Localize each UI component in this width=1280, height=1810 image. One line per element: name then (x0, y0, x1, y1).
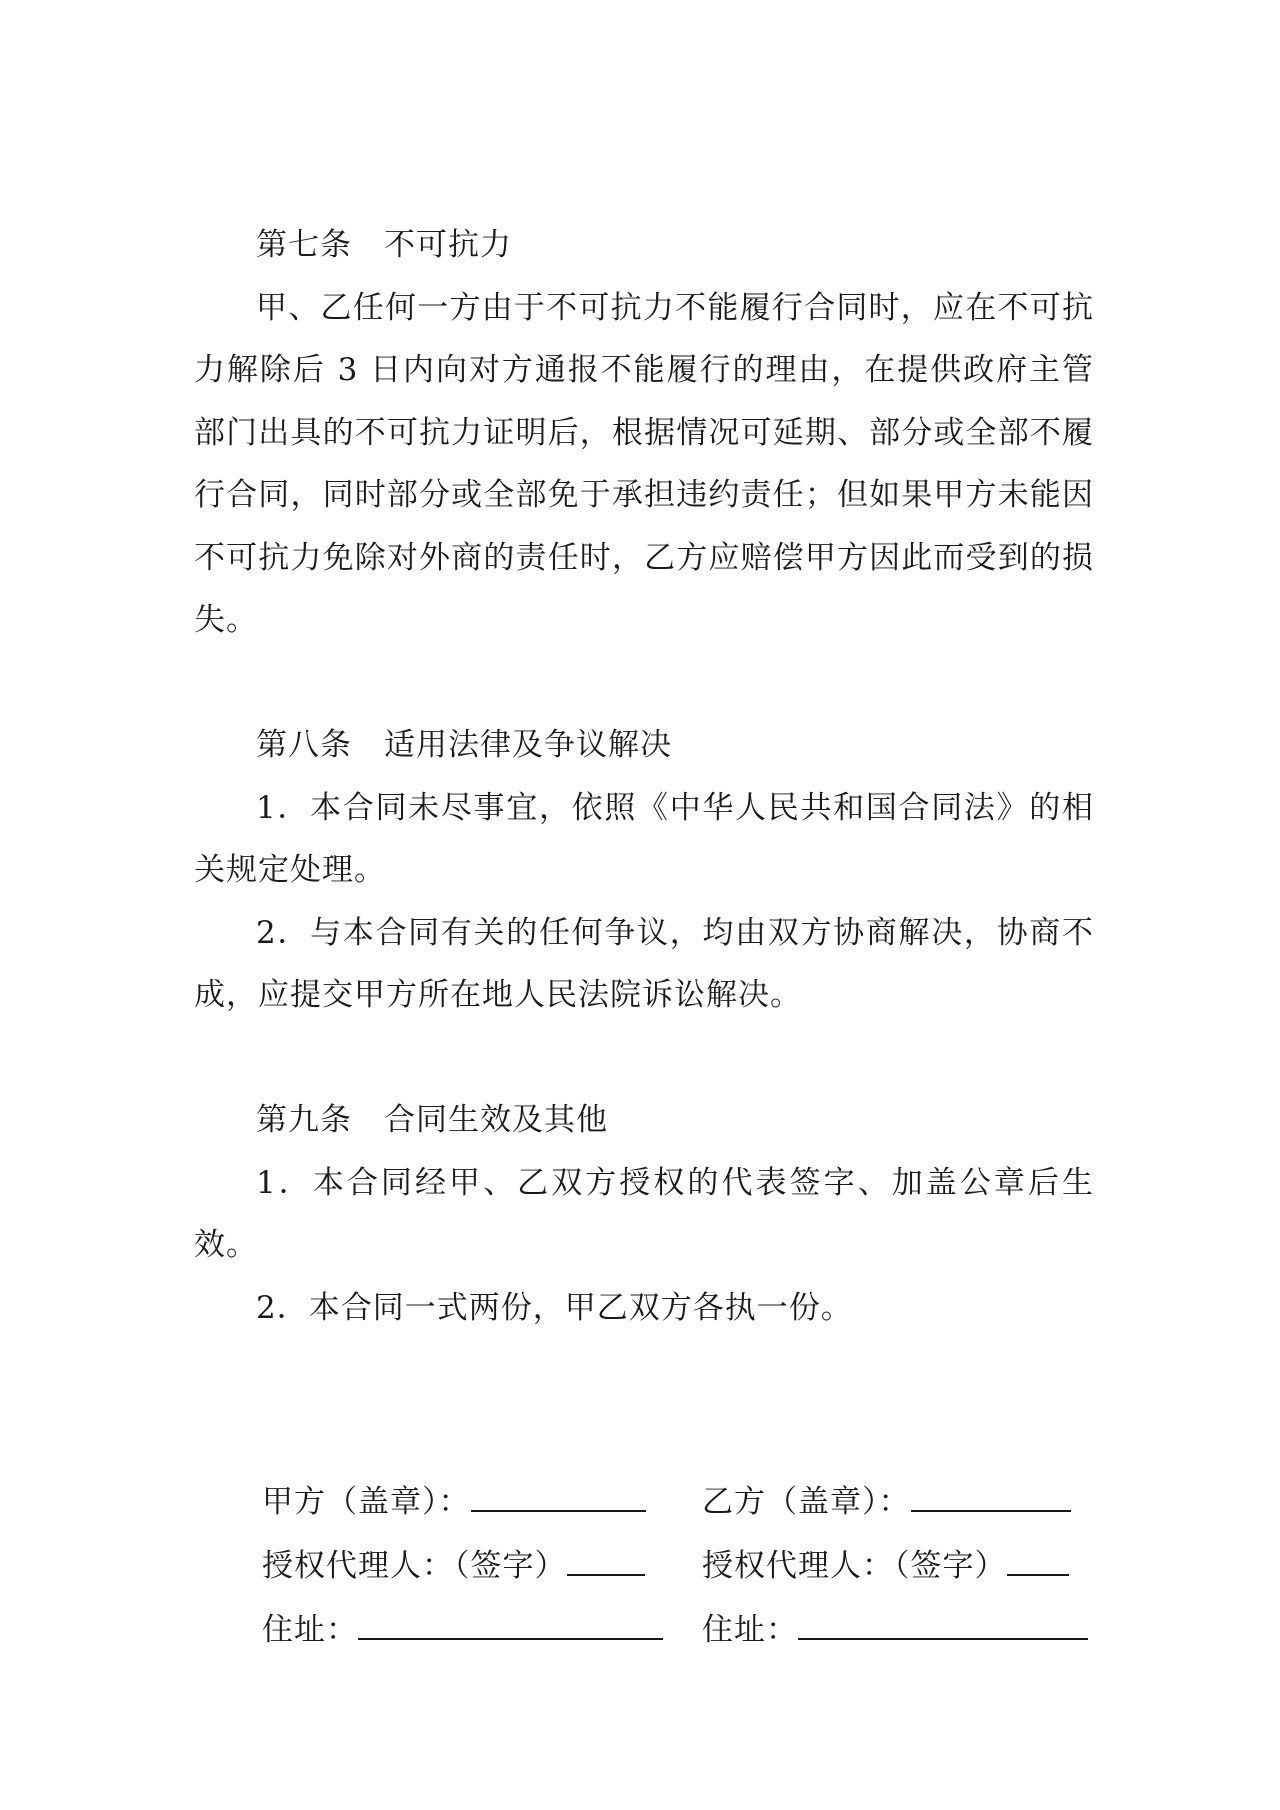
party-a-address-label: 住址： (262, 1612, 358, 1648)
article-7-paragraph: 甲、乙任何一方由于不可抗力不能履行合同时，应在不可抗力解除后 3 日内向对方通报不能履行的理由，在提供政府主管部门出具的不可抗力证明后，根据情况可延期、部分或全部不履行合同，同时部分或全部免于承担违约责任；但如果甲方未能因不可抗力免除对外商的责任时，乙方应赔偿甲方因此而受到的损失。 (194, 289, 1094, 638)
contract-body (194, 214, 1094, 1339)
section-gap (194, 1027, 1094, 1090)
party-b-seal-label: 乙方（盖章）： (702, 1484, 911, 1520)
party-a-address-blank[interactable] (358, 1600, 663, 1640)
article-8-item-1: 1．本合同未尽事宜，依照《中华人民共和国合同法》的相关规定处理。 (194, 789, 1094, 888)
signature-row-agent (262, 1534, 1122, 1598)
article-7-heading: 第七条 不可抗力 (256, 227, 512, 263)
party-a-seal (262, 1470, 702, 1534)
signature-block (262, 1470, 1122, 1662)
party-b-agent-blank[interactable] (1007, 1536, 1069, 1576)
party-a-seal-blank[interactable] (471, 1472, 646, 1512)
article-9-item-1: 1．本合同经甲、乙双方授权的代表签字、加盖公章后生效。 (194, 1164, 1094, 1263)
article-8-heading: 第八条 适用法律及争议解决 (256, 727, 672, 763)
party-b-agent-label: 授权代理人：（签字） (702, 1548, 1007, 1584)
party-b-address-label: 住址： (702, 1612, 798, 1648)
party-b-seal (702, 1470, 1122, 1534)
article-9-item-2: 2．本合同一式两份，甲乙双方各执一份。 (256, 1289, 853, 1326)
party-a-agent-blank[interactable] (567, 1536, 645, 1576)
article-8-item-2: 2．与本合同有关的任何争议，均由双方协商解决，协商不成，应提交甲方所在地人民法院诉讼解决。 (194, 914, 1094, 1013)
party-b-address (702, 1598, 1122, 1662)
party-a-agent-label: 授权代理人：（签字） (262, 1548, 567, 1584)
party-b-agent (702, 1534, 1122, 1598)
party-a-address (262, 1598, 702, 1662)
party-a-seal-label: 甲方（盖章）： (262, 1484, 471, 1520)
party-b-seal-blank[interactable] (911, 1472, 1071, 1512)
party-b-address-blank[interactable] (798, 1600, 1088, 1640)
section-gap (194, 652, 1094, 715)
signature-row-address (262, 1598, 1122, 1662)
article-9-heading: 第九条 合同生效及其他 (256, 1102, 608, 1138)
party-a-agent (262, 1534, 702, 1598)
signature-row-seal (262, 1470, 1122, 1534)
